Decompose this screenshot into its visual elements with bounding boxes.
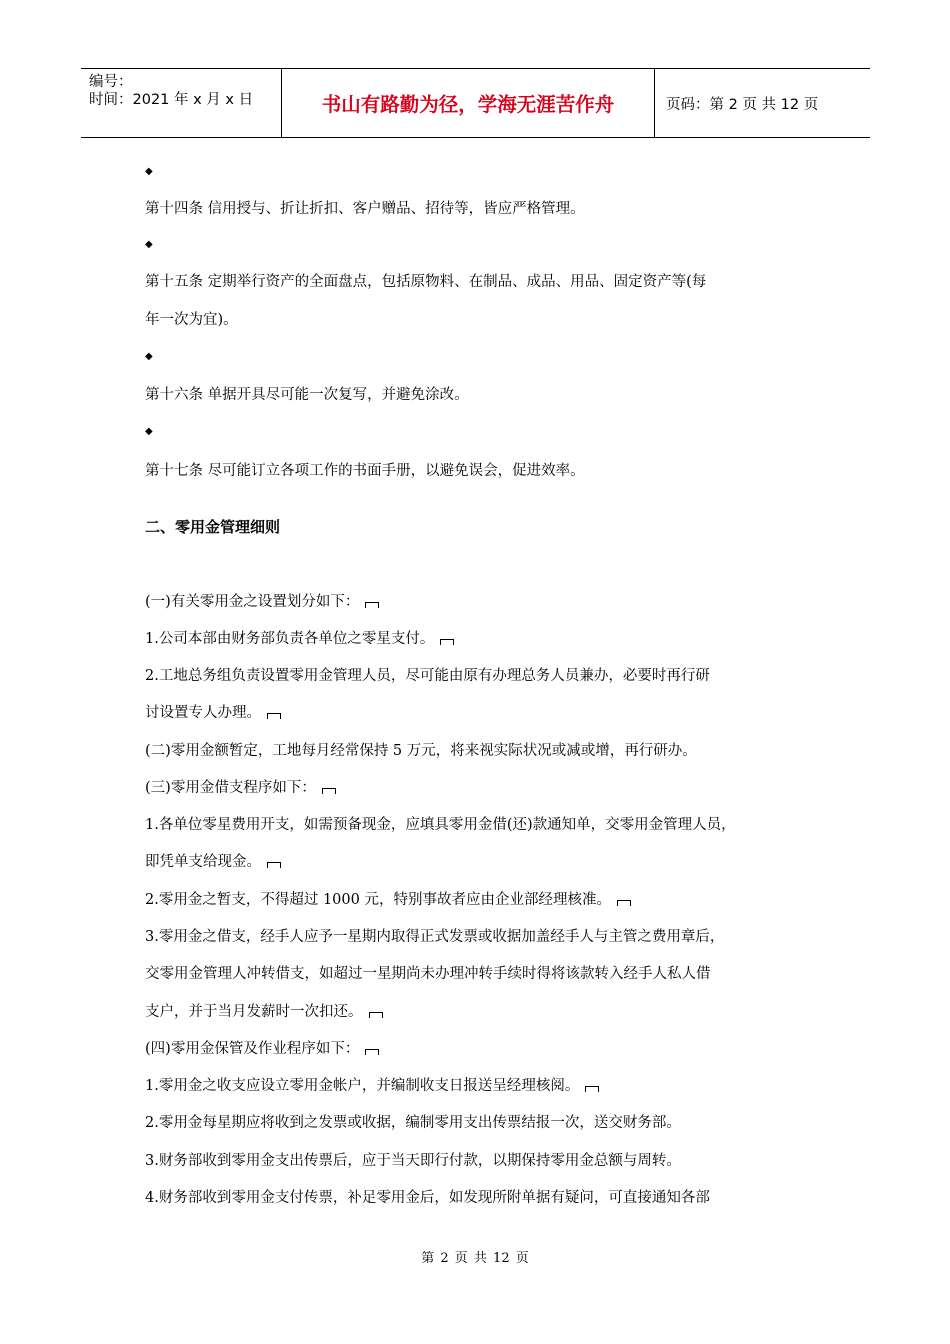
- paragraph: 交零用金管理人冲转借支，如超过一星期尚未办理冲转手续时得将该款转入经手人私人借: [145, 966, 711, 982]
- bullet-icon: ◆: [145, 426, 153, 437]
- paragraph: 2.零用金每星期应将收到之发票或收据，编制零用支出传票结报一次，送交财务部。: [145, 1115, 681, 1131]
- paragraph-mark-icon: [585, 1086, 599, 1092]
- paragraph: 即凭单支给现金。: [145, 852, 281, 872]
- header-info-cell: [81, 69, 282, 137]
- header-page-number: 页码：第 2 页 共 12 页: [666, 97, 819, 113]
- article-14: 第十四条 信用授与、折让折扣、客户赠品、招待等，皆应严格管理。: [145, 201, 585, 217]
- paragraph: 3.财务部收到零用金支出传票后，应于当天即行付款，以期保持零用金总额与周转。: [145, 1153, 681, 1169]
- paragraph: 4.财务部收到零用金支付传票，补足零用金后，如发现所附单据有疑问，可直接通知各部: [145, 1190, 710, 1206]
- paragraph: 1.各单位零星费用开支，如需预备现金，应填具零用金借(还)款通知单，交零用金管理人员，: [145, 817, 736, 833]
- paragraph-mark-icon: [365, 1049, 379, 1055]
- header-motto: 书山有路勤为径，学海无涯苦作舟: [282, 69, 655, 137]
- paragraph-mark-icon: [267, 862, 281, 868]
- article-16: 第十六条 单据开具尽可能一次复写，并避免涂改。: [145, 387, 469, 403]
- paragraph: 2.零用金之暂支，不得超过 1000 元，特别事故者应由企业部经理核准。: [145, 890, 631, 910]
- paragraph: 3.零用金之借支，经手人应予一星期内取得正式发票或收据加盖经手人与主管之费用章后，: [145, 929, 725, 945]
- page-header: [81, 68, 870, 138]
- bullet-icon: ◆: [145, 351, 153, 362]
- article-15-line2: 年一次为宜)。: [145, 312, 238, 328]
- paragraph-mark-icon: [617, 900, 631, 906]
- document-date-label: 时间：2021 年 x 月 x 日: [89, 92, 254, 108]
- paragraph: 2.工地总务组负责设置零用金管理人员，尽可能由原有办理总务人员兼办，必要时再行研: [145, 668, 710, 684]
- paragraph: (二)零用金额暂定，工地每月经常保持 5 万元，将来视实际状况或减或增，再行研办。: [145, 743, 697, 759]
- paragraph: 1.公司本部由财务部负责各单位之零星支付。: [145, 629, 454, 649]
- paragraph: (三)零用金借支程序如下：: [145, 778, 336, 798]
- document-number-label: 编号：: [89, 74, 133, 90]
- paragraph: (一)有关零用金之设置划分如下：: [145, 592, 379, 612]
- bullet-icon: ◆: [145, 166, 153, 177]
- paragraph-mark-icon: [440, 639, 454, 645]
- section-2-title: 二、零用金管理细则: [145, 518, 281, 536]
- paragraph-mark-icon: [365, 602, 379, 608]
- paragraph: (四)零用金保管及作业程序如下：: [145, 1039, 379, 1059]
- paragraph: 讨设置专人办理。: [145, 703, 281, 723]
- article-17: 第十七条 尽可能订立各项工作的书面手册，以避免误会，促进效率。: [145, 463, 585, 479]
- paragraph: 支户，并于当月发薪时一次扣还。: [145, 1002, 383, 1022]
- article-15-line1: 第十五条 定期举行资产的全面盘点，包括原物料、在制品、成品、用品、固定资产等(每: [145, 274, 707, 290]
- page-footer: 第 2 页 共 12 页: [421, 1251, 529, 1266]
- paragraph-mark-icon: [267, 713, 281, 719]
- paragraph-mark-icon: [369, 1012, 383, 1018]
- bullet-icon: ◆: [145, 239, 153, 250]
- paragraph-mark-icon: [322, 788, 336, 794]
- paragraph: 1.零用金之收支应设立零用金帐户，并编制收支日报送呈经理核阅。: [145, 1076, 599, 1096]
